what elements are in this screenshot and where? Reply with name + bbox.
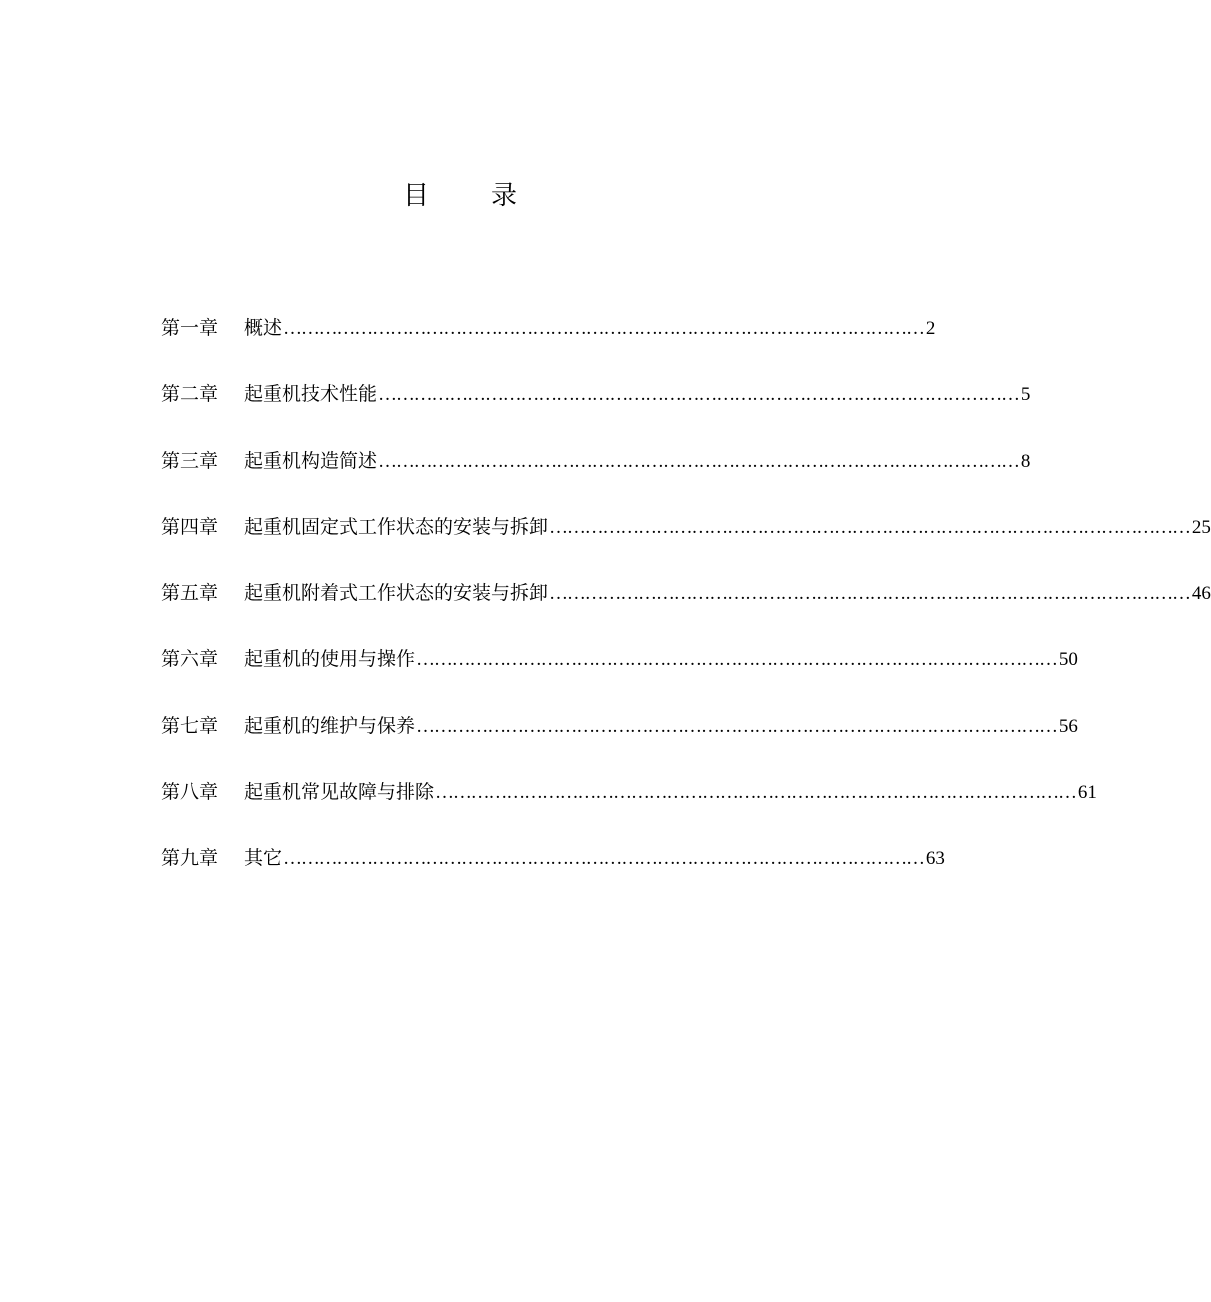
toc-entry[interactable] bbox=[161, 840, 945, 906]
toc-dot-leader: ……………………………………………………………………………………………… bbox=[416, 715, 1057, 737]
toc-page-number: 25 bbox=[1191, 516, 1211, 538]
toc-dot-leader: ……………………………………………………………………………………………… bbox=[416, 649, 1057, 671]
toc-page-number: 63 bbox=[925, 848, 945, 870]
toc-dot-leader: ……………………………………………………………………………………………… bbox=[283, 848, 924, 870]
toc-chapter-number: 第六章 bbox=[161, 648, 219, 671]
toc-page-number: 2 bbox=[925, 318, 936, 339]
toc-entry[interactable] bbox=[161, 310, 936, 376]
toc-chapter-title: 起重机常见故障与排除 bbox=[244, 781, 435, 804]
toc-chapter-title: 起重机固定式工作状态的安装与拆卸 bbox=[244, 515, 549, 538]
toc-dot-leader: ……………………………………………………………………………………………… bbox=[549, 583, 1190, 605]
toc-chapter-title: 概述 bbox=[244, 317, 283, 339]
toc-list bbox=[161, 310, 1211, 907]
toc-dot-leader: ……………………………………………………………………………………………… bbox=[283, 318, 924, 339]
toc-chapter-number: 第一章 bbox=[161, 317, 219, 339]
toc-dot-leader: ……………………………………………………………………………………………… bbox=[549, 516, 1190, 538]
toc-page-number: 50 bbox=[1058, 649, 1078, 671]
toc-chapter-number: 第二章 bbox=[161, 383, 219, 406]
toc-page-number: 5 bbox=[1020, 384, 1031, 406]
toc-page-number: 8 bbox=[1020, 450, 1031, 472]
toc-chapter-number: 第九章 bbox=[161, 847, 219, 870]
toc-dot-leader: ……………………………………………………………………………………………… bbox=[378, 450, 1019, 472]
toc-entry[interactable] bbox=[161, 641, 1078, 707]
toc-page-number: 61 bbox=[1077, 782, 1097, 804]
toc-chapter-title: 其它 bbox=[244, 847, 283, 870]
toc-chapter-title: 起重机的维护与保养 bbox=[244, 714, 416, 737]
toc-chapter-number: 第四章 bbox=[161, 515, 219, 538]
toc-entry[interactable] bbox=[161, 708, 1078, 774]
toc-chapter-number: 第三章 bbox=[161, 449, 219, 472]
toc-chapter-title: 起重机技术性能 bbox=[244, 383, 378, 406]
toc-entry[interactable] bbox=[161, 575, 1211, 641]
toc-entry[interactable] bbox=[161, 376, 1031, 442]
toc-title-char-1: 目 bbox=[402, 181, 429, 211]
toc-chapter-number: 第八章 bbox=[161, 781, 219, 804]
toc-chapter-title: 起重机的使用与操作 bbox=[244, 648, 416, 671]
toc-title bbox=[0, 176, 920, 216]
toc-title-char-2: 录 bbox=[491, 181, 518, 211]
toc-page-number: 46 bbox=[1191, 583, 1211, 605]
toc-chapter-number: 第七章 bbox=[161, 714, 219, 737]
toc-entry[interactable] bbox=[161, 443, 1031, 509]
toc-chapter-number: 第五章 bbox=[161, 582, 219, 605]
toc-dot-leader: ……………………………………………………………………………………………… bbox=[435, 782, 1076, 804]
toc-dot-leader: ……………………………………………………………………………………………… bbox=[378, 384, 1019, 406]
toc-chapter-title: 起重机附着式工作状态的安装与拆卸 bbox=[244, 582, 549, 605]
toc-chapter-title: 起重机构造简述 bbox=[244, 449, 378, 472]
toc-page-number: 56 bbox=[1058, 715, 1078, 737]
toc-entry[interactable] bbox=[161, 509, 1211, 575]
toc-entry[interactable] bbox=[161, 774, 1097, 840]
